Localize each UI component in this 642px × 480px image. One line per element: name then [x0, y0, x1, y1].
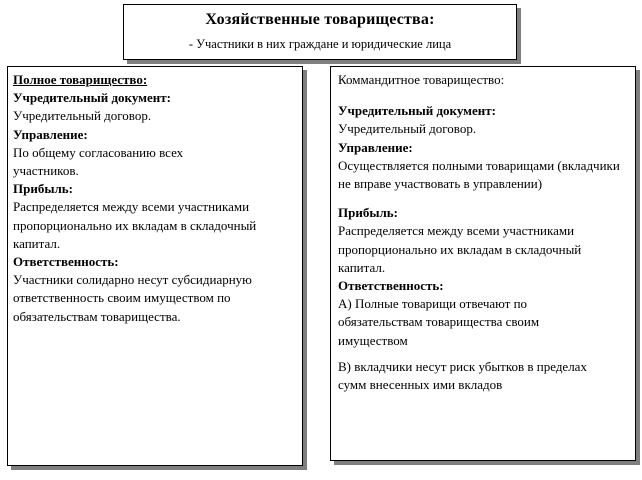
- full-liability-value: Участники солидарно несут субсидиарную ответственность своим имуществом по обязательствам товарищества.: [13, 272, 252, 324]
- limited-mgmt-value: Осуществляется полными товарищами (вкладчики не вправе участвовать в управлении): [338, 157, 620, 192]
- limited-liability-b: В) вкладчики несут риск убытков в пределах сумм внесенных ими вкладов: [338, 358, 587, 393]
- full-partnership-content: [13, 71, 296, 326]
- full-partnership-box: [7, 66, 303, 466]
- limited-doc-label: Учредительный документ:: [338, 103, 497, 119]
- full-partnership-heading: Полное товарищество:: [13, 72, 148, 87]
- limited-partnership-heading: Коммандитное товарищество:: [338, 72, 505, 87]
- limited-doc-value: Учредительный договор.: [338, 121, 477, 137]
- full-doc-label: Учредительный документ:: [13, 90, 172, 106]
- full-mgmt-value: По общему согласованию всех участников.: [13, 144, 184, 179]
- limited-profit-label: Прибыль:: [338, 205, 398, 221]
- limited-partnership-box: [330, 66, 636, 461]
- limited-liability-label: Ответственность:: [338, 278, 444, 294]
- limited-partnership-content: [338, 71, 629, 394]
- full-mgmt-label: Управление:: [13, 126, 88, 142]
- full-doc-value: Учредительный договор.: [13, 108, 152, 124]
- diagram-title: Хозяйственные товарищества:: [205, 11, 435, 28]
- header-box: [123, 4, 517, 60]
- full-profit-value: Распределяется между всеми участниками пропорционально их вкладам в складочный капитал.: [13, 199, 257, 251]
- limited-liability-a: А) Полные товарищи отвечают по обязательствам товарищества своим имуществом: [338, 296, 540, 348]
- full-profit-label: Прибыль:: [13, 181, 73, 197]
- limited-mgmt-label: Управление:: [338, 139, 413, 155]
- full-liability-label: Ответственность:: [13, 254, 119, 270]
- diagram-subtitle: - Участники в них граждане и юридические лица: [188, 37, 452, 51]
- limited-profit-value: Распределяется между всеми участниками пропорционально их вкладам в складочный капитал.: [338, 223, 582, 275]
